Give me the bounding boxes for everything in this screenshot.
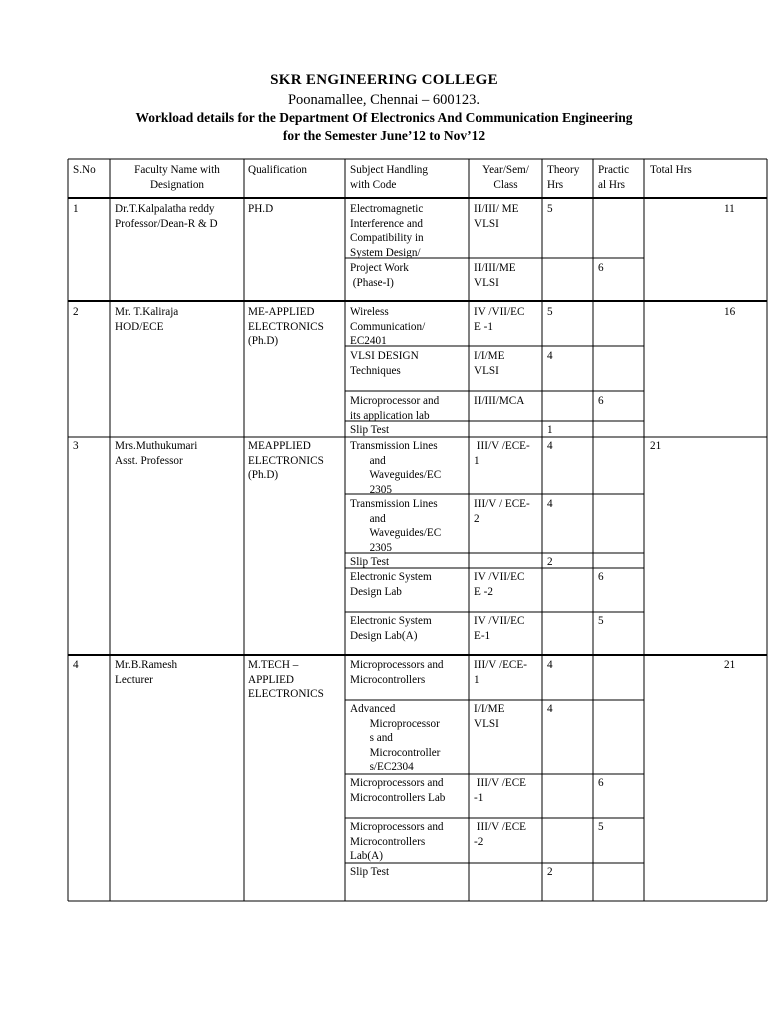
f4-s2-subject: Advanced Microprocessor s and Microcontroller s/EC2304: [350, 703, 441, 773]
col-header-year: Year/Sem/ Class: [482, 164, 529, 191]
f4-s3-practical: 6: [598, 777, 604, 789]
college-name: SKR ENGINEERING COLLEGE: [270, 72, 498, 88]
col-header-qualification: Qualification: [248, 164, 308, 176]
f4-s4-year: III/V /ECE -2: [474, 821, 526, 848]
faculty-4-sno: 4: [73, 659, 79, 671]
faculty-3-sno: 3: [73, 440, 79, 452]
document-title-line-2: for the Semester June’12 to Nov’12: [282, 128, 486, 143]
f3-s1-year: III/V /ECE- 1: [474, 440, 530, 467]
faculty-1-total: 11: [724, 203, 735, 215]
f4-s2-theory: 4: [547, 703, 553, 715]
faculty-4-qualification: M.TECH – APPLIED ELECTRONICS: [248, 659, 324, 700]
col-header-theory: Theory Hrs: [547, 164, 580, 191]
f1-s2-practical: 6: [598, 262, 604, 274]
f2-s2-year: I/I/ME VLSI: [474, 350, 505, 377]
f2-s4-theory: 1: [547, 424, 553, 436]
f2-s2-subject: VLSI DESIGN Techniques: [350, 350, 419, 377]
faculty-4-name: Mr.B.Ramesh Lecturer: [115, 659, 178, 686]
f2-s3-subject: Microprocessor and its application lab: [350, 395, 440, 422]
faculty-4-total: 21: [724, 659, 736, 671]
f4-s1-year: III/V /ECE- 1: [474, 659, 527, 686]
f2-s1-theory: 5: [547, 306, 553, 318]
col-header-total: Total Hrs: [650, 164, 692, 176]
faculty-1-sno: 1: [73, 203, 79, 215]
faculty-3-name: Mrs.Muthukumari Asst. Professor: [115, 440, 198, 467]
f2-s4-subject: Slip Test: [350, 424, 390, 436]
f1-s1-subject: Electromagnetic Interference and Compatibility in System Design/: [350, 203, 424, 259]
college-address: Poonamallee, Chennai – 600123.: [287, 92, 481, 108]
faculty-3-qualification: MEAPPLIED ELECTRONICS (Ph.D): [248, 440, 324, 481]
f4-s3-subject: Microprocessors and Microcontrollers Lab: [350, 777, 446, 804]
f3-s1-theory: 4: [547, 440, 553, 452]
f2-s1-year: IV /VII/EC E -1: [474, 306, 525, 333]
faculty-1-name: Dr.T.Kalpalatha reddy Professor/Dean-R & D: [115, 203, 218, 230]
faculty-2-qualification: ME-APPLIED ELECTRONICS (Ph.D): [248, 306, 324, 347]
col-header-sno: S.No: [73, 164, 96, 176]
f4-s3-year: III/V /ECE -1: [474, 777, 526, 804]
f2-s2-theory: 4: [547, 350, 553, 362]
f3-s4-practical: 6: [598, 571, 604, 583]
f3-s3-theory: 2: [547, 556, 553, 568]
f3-s2-theory: 4: [547, 498, 553, 510]
f3-s4-subject: Electronic System Design Lab: [350, 571, 432, 598]
f2-s1-subject: Wireless Communication/ EC2401: [350, 306, 426, 347]
document-title-line-1: Workload details for the Department Of Electronics And Communication Engineering: [135, 110, 633, 125]
faculty-2-name: Mr. T.Kaliraja HOD/ECE: [115, 306, 179, 333]
f2-s3-year: II/III/MCA: [474, 395, 525, 407]
faculty-3-total: 21: [650, 440, 662, 452]
f3-s5-year: IV /VII/EC E-1: [474, 615, 525, 642]
col-header-practical: Practic al Hrs: [598, 164, 630, 191]
faculty-1-qualification: PH.D: [248, 203, 274, 215]
faculty-2-total: 16: [724, 306, 736, 318]
f3-s2-subject: Transmission Lines and Waveguides/EC 2305: [350, 498, 442, 554]
f4-s1-theory: 4: [547, 659, 553, 671]
f2-s3-practical: 6: [598, 395, 604, 407]
f3-s1-subject: Transmission Lines and Waveguides/EC 2305: [350, 440, 442, 496]
col-header-faculty: Faculty Name with Designation: [134, 164, 220, 191]
f1-s2-subject: Project Work (Phase-I): [350, 262, 409, 289]
f4-s4-practical: 5: [598, 821, 604, 833]
col-header-subject: Subject Handling with Code: [350, 164, 428, 191]
f3-s4-year: IV /VII/EC E -2: [474, 571, 525, 598]
f4-s5-theory: 2: [547, 866, 553, 878]
f1-s1-theory: 5: [547, 203, 553, 215]
faculty-2-sno: 2: [73, 306, 79, 318]
f3-s5-subject: Electronic System Design Lab(A): [350, 615, 432, 642]
f4-s5-subject: Slip Test: [350, 866, 390, 878]
f4-s4-subject: Microprocessors and Microcontrollers Lab(A): [350, 821, 444, 862]
f4-s2-year: I/I/ME VLSI: [474, 703, 505, 730]
f3-s5-practical: 5: [598, 615, 604, 627]
f1-s2-year: II/III/ME VLSI: [474, 262, 516, 289]
f4-s1-subject: Microprocessors and Microcontrollers: [350, 659, 444, 686]
f1-s1-year: II/III/ ME VLSI: [474, 203, 519, 230]
f3-s2-year: III/V / ECE- 2: [474, 498, 530, 525]
f3-s3-subject: Slip Test: [350, 556, 390, 568]
